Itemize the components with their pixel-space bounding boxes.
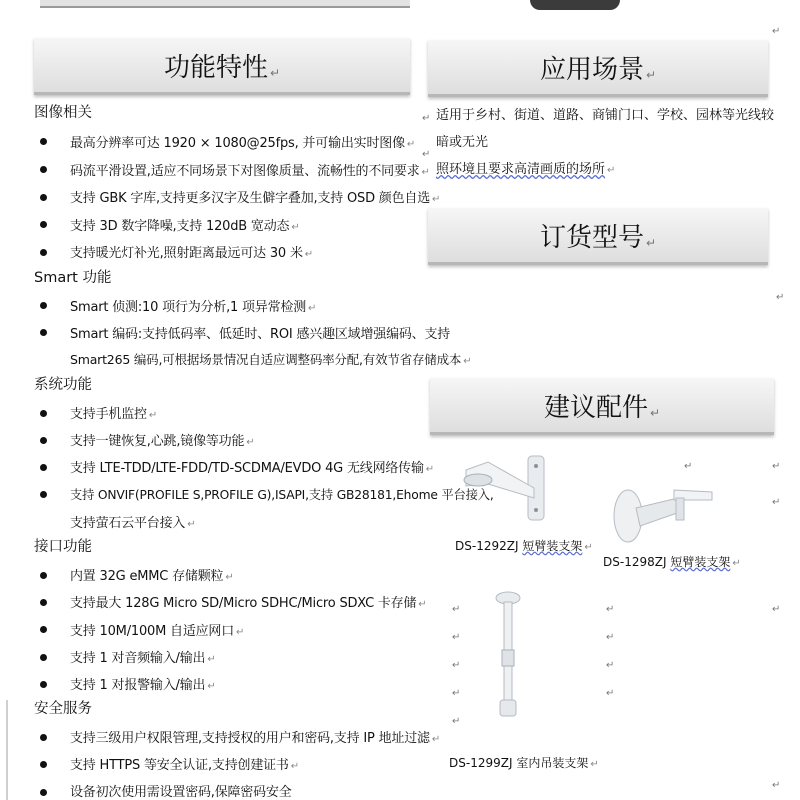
accessory-caption-3: DS-1299ZJ 室内吊装支架 ↵ bbox=[449, 756, 599, 770]
feature-item: 支持 GBK 字库,支持更多汉字及生僻字叠加,支持 OSD 颜色自选 ↵ bbox=[70, 191, 441, 206]
paragraph-mark: ↵ bbox=[772, 26, 781, 37]
paragraph-mark: ↵ bbox=[422, 149, 431, 160]
feature-item: 支持 1 对报警输入/输出 ↵ bbox=[70, 678, 216, 693]
feature-item: 内置 32G eMMC 存储颗粒 ↵ bbox=[70, 569, 234, 584]
feature-item-continued: 支持萤石云平台接入 ↵ bbox=[70, 516, 196, 531]
paragraph-mark: ↵ bbox=[606, 632, 615, 643]
feature-item: 支持 1 对音频输入/输出 ↵ bbox=[70, 651, 216, 666]
feature-item: Smart 侦测:10 项行为分析,1 项异常检测 ↵ bbox=[70, 300, 317, 315]
bullet-icon bbox=[40, 464, 47, 471]
category-image: 图像相关 bbox=[34, 105, 92, 121]
category-security: 安全服务 bbox=[34, 701, 92, 717]
ordering-header: 订货型号 ↵ bbox=[428, 208, 768, 265]
paragraph-mark: ↵ bbox=[772, 780, 781, 791]
accessory-caption-1: DS-1292ZJ 短臂装支架 ↵ bbox=[455, 539, 593, 553]
bullet-icon bbox=[40, 789, 47, 796]
bullet-icon bbox=[40, 329, 47, 336]
camera-image-fragment bbox=[530, 0, 620, 10]
bullet-icon bbox=[40, 599, 47, 606]
bullet-icon bbox=[40, 138, 47, 145]
bracket-1292-image bbox=[458, 450, 558, 530]
feature-item: 码流平滑设置,适应不同场景下对图像质量、流畅性的不同要求 ↵ bbox=[70, 164, 430, 179]
paragraph-mark: ↵ bbox=[452, 632, 461, 643]
feature-item: 支持最大 128G Micro SD/Micro SDHC/Micro SDXC 卡存储 ↵ bbox=[70, 596, 427, 611]
ordering-title: 订货型号 bbox=[539, 222, 644, 253]
feature-item: 支持一键恢复,心跳,镜像等功能 ↵ bbox=[70, 434, 255, 449]
bullet-icon bbox=[40, 302, 47, 309]
paragraph-mark: ↵ bbox=[684, 461, 693, 472]
bullet-icon bbox=[40, 437, 47, 444]
paragraph-mark: ↵ bbox=[452, 604, 461, 615]
feature-item: 支持 ONVIF(PROFILE S,PROFILE G),ISAPI,支持 GB28181,Ehome 平台接入, bbox=[70, 488, 494, 502]
scenarios-text: 适用于乡村、街道、道路、商铺门口、学校、园林等光线较暗或无光 照环境且要求高清画质的场所 ↵ bbox=[436, 108, 775, 177]
bullet-icon bbox=[40, 626, 47, 633]
bullet-icon bbox=[40, 410, 47, 417]
bullet-icon bbox=[40, 734, 47, 741]
feature-item: 支持 LTE-TDD/LTE-FDD/TD-SCDMA/EVDO 4G 无线网络传输 ↵ bbox=[70, 461, 434, 476]
paragraph-mark: ↵ bbox=[776, 292, 785, 303]
page-edge-line bbox=[6, 700, 8, 800]
paragraph-mark: ↵ bbox=[772, 461, 781, 472]
feature-item: 支持三级用户权限管理,支持授权的用户和密码,支持 IP 地址过滤 ↵ bbox=[70, 731, 440, 746]
accessories-header: 建议配件 ↵ bbox=[430, 378, 774, 435]
scenarios-header: 应用场景 ↵ bbox=[428, 40, 768, 97]
bracket-1299-image bbox=[488, 590, 528, 730]
accessories-title: 建议配件 bbox=[543, 392, 648, 423]
paragraph-mark: ↵ bbox=[606, 688, 615, 699]
paragraph-mark: ↵ bbox=[772, 604, 781, 615]
features-header: 功能特性 ↵ bbox=[34, 38, 410, 95]
paragraph-mark: ↵ bbox=[606, 660, 615, 671]
feature-item: 支持手机监控 ↵ bbox=[70, 407, 157, 422]
category-interface: 接口功能 bbox=[34, 539, 92, 555]
feature-item: 设备初次使用需设置密码,保障密码安全 bbox=[70, 785, 292, 800]
bullet-icon bbox=[40, 761, 47, 768]
bullet-icon bbox=[40, 166, 47, 173]
category-smart: Smart 功能 bbox=[34, 270, 112, 286]
scenarios-title: 应用场景 bbox=[539, 54, 644, 85]
bullet-icon bbox=[40, 194, 47, 201]
feature-item: 支持 10M/100M 自适应网口 ↵ bbox=[70, 624, 245, 639]
paragraph-mark: ↵ bbox=[452, 660, 461, 671]
paragraph-mark: ↵ bbox=[452, 688, 461, 699]
paragraph-mark: ↵ bbox=[452, 716, 461, 727]
paragraph-mark: ↵ bbox=[606, 604, 615, 615]
bullet-icon bbox=[40, 249, 47, 256]
features-title: 功能特性 bbox=[163, 52, 268, 83]
bullet-icon bbox=[40, 681, 47, 688]
bullet-icon bbox=[40, 491, 47, 498]
previous-header-fragment bbox=[40, 0, 410, 8]
feature-item: 最高分辨率可达 1920 × 1080@25fps, 并可输出实时图像 ↵ bbox=[70, 136, 416, 151]
accessory-caption-2: DS-1298ZJ 短臂装支架 ↵ bbox=[603, 555, 741, 569]
bullet-icon bbox=[40, 221, 47, 228]
feature-item: 支持暖光灯补光,照射距离最远可达 30 米 ↵ bbox=[70, 246, 313, 261]
feature-item-continued: Smart265 编码,可根据场景情况自适应调整码率分配,有效节省存储成本 ↵ bbox=[70, 352, 472, 367]
bullet-icon bbox=[40, 654, 47, 661]
paragraph-mark: ↵ bbox=[772, 497, 781, 508]
bracket-1298-image bbox=[608, 478, 718, 548]
feature-item: 支持 3D 数字降噪,支持 120dB 宽动态 ↵ bbox=[70, 219, 300, 234]
feature-item: Smart 编码:支持低码率、低延时、ROI 感兴趣区域增强编码、支持 bbox=[70, 327, 451, 342]
paragraph-mark: ↵ bbox=[422, 113, 431, 124]
category-system: 系统功能 bbox=[34, 377, 92, 393]
feature-item: 支持 HTTPS 等安全认证,支持创建证书 ↵ bbox=[70, 758, 299, 773]
bullet-icon bbox=[40, 572, 47, 579]
